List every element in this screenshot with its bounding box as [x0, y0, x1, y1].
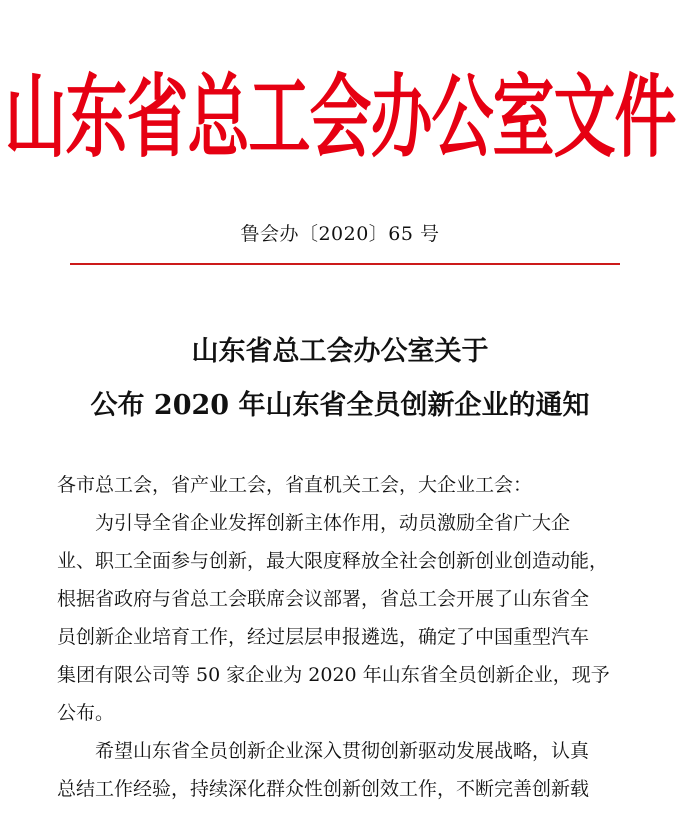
notice-body	[57, 466, 632, 808]
paragraph-1-line: 员创新企业培育工作，经过层层申报遴选，确定了中国重型汽车	[57, 626, 590, 648]
paragraph-1-line: 为引导全省企业发挥创新主体作用，动员激励全省广大企	[95, 512, 571, 534]
paragraph-2-line: 总结工作经验，持续深化群众性创新创效工作，不断完善创新载	[57, 778, 590, 800]
salutation: 各市总工会，省产业工会，省直机关工会，大企业工会：	[57, 474, 533, 496]
notice-title-line-2: 公布 2020 年山东省全员创新企业的通知	[90, 390, 590, 421]
notice-title-line-1: 山东省总工会办公室关于	[191, 336, 489, 367]
paragraph-1-line: 业、职工全面参与创新，最大限度释放全社会创新创业创造动能，	[57, 550, 609, 572]
document-number: 鲁会办〔2020〕65 号	[240, 223, 440, 245]
paragraph-2-line: 希望山东省全员创新企业深入贯彻创新驱动发展战略，认真	[95, 740, 590, 762]
paragraph-1-line: 公布。	[57, 702, 115, 724]
red-divider-line	[70, 263, 620, 265]
org-header-title: 山东省总工会办公室文件	[4, 64, 676, 170]
paragraph-1-line: 集团有限公司等 50 家企业为 2020 年山东省全员创新企业，现予	[57, 664, 610, 686]
paragraph-1-line: 根据省政府与省总工会联席会议部署，省总工会开展了山东省全	[57, 588, 590, 610]
